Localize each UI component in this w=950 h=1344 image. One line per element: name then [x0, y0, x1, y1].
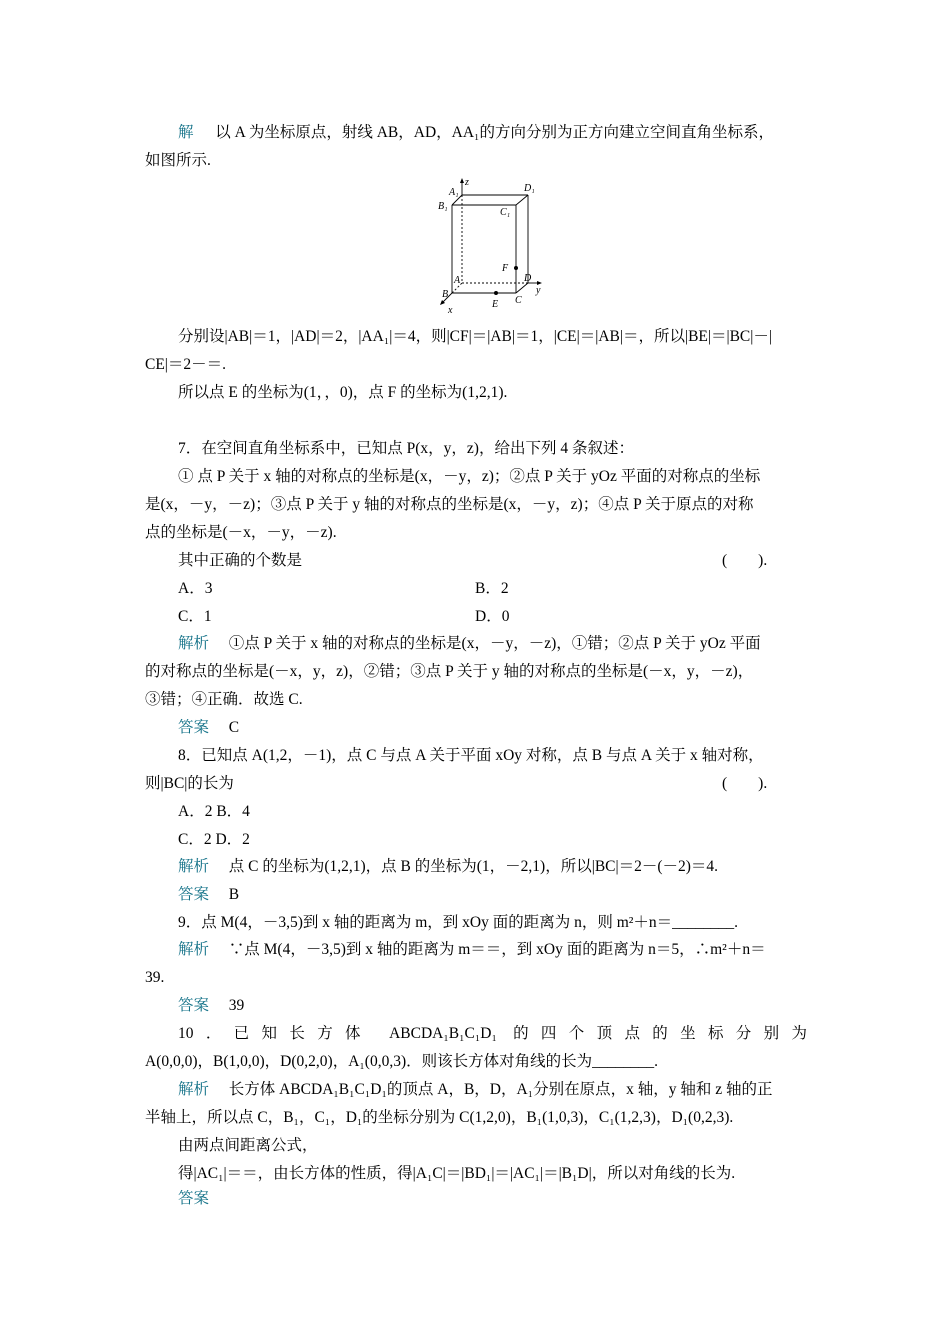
q8-options-cd: C．2 D．2 [178, 831, 250, 848]
q10-analysis-line-1 [178, 1080, 772, 1100]
q10-answer-line [178, 1189, 209, 1209]
label-e: E [492, 299, 499, 310]
label-b: B [442, 289, 449, 300]
label-b1: B₁ [438, 201, 448, 212]
q9-analysis-text-1: ∵点 M(4，－3,5)到 x 轴的距离为 m＝＝，到 xOy 面的距离为 n＝5，∴m²＋n＝ [228, 941, 766, 958]
label-x: x [448, 305, 453, 316]
q9-analysis-label: 解析 [178, 941, 210, 958]
cuboid-coordinate-diagram [436, 175, 556, 320]
q10-stem-text-1: 10．已知长方体 ABCDA₁B₁C₁D₁ 的四个顶点的坐标分别为 [178, 1025, 807, 1042]
q8-answer-label: 答案 [178, 886, 210, 903]
q8-analysis-line [178, 857, 718, 877]
q7-stem: 7．在空间直角坐标系中，已知点 P(x，y，z)，给出下列 4 条叙述： [178, 440, 634, 457]
point-f [514, 266, 518, 270]
edge-c1-d1 [516, 195, 528, 205]
q9-stem: 9．点 M(4，－3,5)到 x 轴的距离为 m，到 xOy 面的距离为 n，则 m²＋n＝________. [178, 914, 739, 931]
q7-analysis-line-1 [178, 634, 761, 654]
solution-text-1: 以 A 为坐标原点，射线 AB，AD，AA₁的方向分别为正方向建立空间直角坐标系， [215, 124, 774, 141]
solution-line-1 [178, 123, 774, 143]
q7-option-b: B．2 [475, 580, 509, 597]
label-y: y [536, 285, 541, 296]
label-d: D [524, 273, 532, 284]
q9-answer-line [178, 996, 244, 1016]
q7-analysis-line-2: 的对称点的坐标是(－x，y，z)，②错；③点 P 关于 y 轴的对称点的坐标是(－x，y，－z)， [145, 663, 754, 680]
q8-options-ab: A．2 B．4 [178, 803, 250, 820]
solution-line-5: 所以点 E 的坐标为(1，，0)，点 F 的坐标为(1,2,1). [178, 384, 508, 401]
z-arrow [460, 178, 464, 183]
q7-answer-line [178, 718, 239, 738]
q7-option-a: A．3 [178, 580, 213, 597]
q9-analysis-line-2: 39. [145, 969, 165, 986]
edge-c-d [516, 283, 528, 293]
q10-analysis-line-4: 得|AC₁|＝＝，由长方体的性质，得|A₁C|＝|BD₁|＝|AC₁|＝|B₁D|，所以对角线的长为. [178, 1165, 736, 1182]
q8-answer-paren: ( ). [722, 775, 768, 792]
q7-option-d: D．0 [475, 608, 510, 625]
q10-analysis-line-3: 由两点间距离公式， [178, 1137, 318, 1154]
q7-answer-label: 答案 [178, 719, 210, 736]
q7-answer-paren: ( ). [722, 552, 768, 569]
q9-answer-value: 39 [228, 997, 245, 1014]
q8-stem-2: 则|BC|的长为 [145, 775, 234, 792]
label-c: C [515, 295, 522, 306]
label-a1: A₁ [449, 187, 459, 198]
q7-statement-1: ① 点 P 关于 x 轴的对称点的坐标是(x，－y，z)；②点 P 关于 yOz 平面的对称点的坐标 [178, 468, 761, 485]
point-e [494, 291, 498, 295]
solution-label: 解 [178, 124, 194, 141]
solution-line-2: 如图所示. [145, 152, 211, 169]
q7-statement-2: 是(x，－y，－z)；③点 P 关于 y 轴的对称点的坐标是(x，－y，z)；④点 P 关于原点的对称 [145, 496, 754, 513]
label-c1: C₁ [500, 207, 511, 218]
q10-stem-1 [178, 1024, 807, 1044]
q8-answer-line [178, 885, 239, 905]
label-d1: D₁ [524, 183, 535, 194]
q10-analysis-label: 解析 [178, 1081, 210, 1098]
label-f: F [502, 263, 509, 274]
q7-option-c: C．1 [178, 608, 212, 625]
q10-analysis-text-1: 长方体 ABCDA₁B₁C₁D₁的顶点 A，B，D，A₁分别在原点，x 轴，y 轴和 z 轴的正 [228, 1081, 773, 1098]
q7-analysis-text-1: ①点 P 关于 x 轴的对称点的坐标是(x，－y，－z)，①错；②点 P 关于 yOz 平面 [228, 635, 761, 652]
q8-analysis-text: 点 C 的坐标为(1,2,1)，点 B 的坐标为(1，－2,1)，所以|BC|＝2－(－2)＝4. [228, 858, 719, 875]
q10-analysis-line-2: 半轴上，所以点 C，B₁，C₁，D₁的坐标分别为 C(1,2,0)，B₁(1,0,3)，C₁(1,2,3)，D₁(0,2,3). [145, 1109, 734, 1126]
q10-stem-2: A(0,0,0)，B(1,0,0)，D(0,2,0)，A₁(0,0,3)．则该长方体对角线的长为________. [145, 1053, 658, 1070]
q7-statement-3: 点的坐标是(－x，－y，－z). [145, 524, 337, 541]
q7-analysis-label: 解析 [178, 635, 210, 652]
q8-analysis-label: 解析 [178, 858, 210, 875]
q7-answer-value: C [228, 719, 240, 736]
q10-answer-label: 答案 [178, 1190, 210, 1207]
solution-line-4: CE|＝2－＝. [145, 356, 227, 373]
q9-analysis-line-1 [178, 940, 766, 960]
solution-line-3: 分别设|AB|＝1，|AD|＝2，|AA₁|＝4，则|CF|＝|AB|＝1，|CE|＝|AB|＝，所以|BE|＝|BC|－| [178, 328, 772, 345]
q9-answer-label: 答案 [178, 997, 210, 1014]
q8-answer-value: B [228, 886, 240, 903]
q7-analysis-line-3: ③错；④正确．故选 C. [145, 691, 303, 708]
q8-stem: 8．已知点 A(1,2，－1)，点 C 与点 A 关于平面 xOy 对称，点 B 与点 A 关于 x 轴对称， [178, 747, 764, 764]
label-a: A [454, 275, 461, 286]
q7-ask: 其中正确的个数是 [178, 552, 303, 569]
label-z: z [465, 177, 469, 188]
